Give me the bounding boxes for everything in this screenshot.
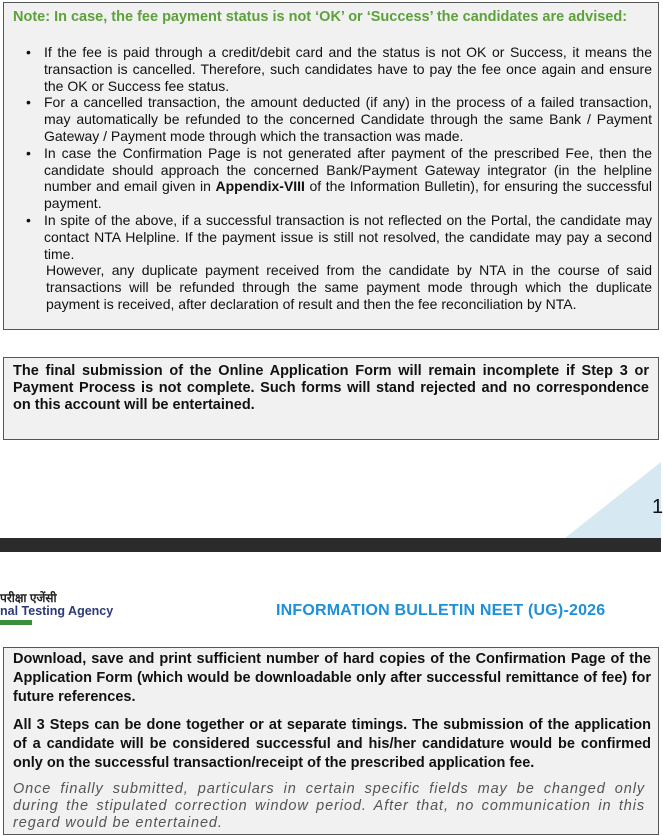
page-corner-decoration	[565, 462, 661, 538]
bullet-text	[44, 145, 652, 211]
page-number: 1	[652, 496, 663, 518]
instruction-paragraph-2: All 3 Steps can be done together or at separate timings. The submission of the application of a candidate will be considered successful and his/her candidature would be confirmed only on the successful transaction/receipt of the prescribed application fee.	[13, 717, 651, 771]
bullet-icon: •	[26, 211, 31, 228]
instruction-paragraph-1: Download, save and print sufficient number of hard copies of the Confirmation Page of the Application Form (which would be downloadable only after successful remittance of fee) for future references.	[13, 651, 651, 705]
bullet-icon: •	[26, 94, 31, 111]
bullet-icon: •	[26, 144, 31, 161]
instruction-paragraph-3: Once finally submitted, particulars in certain specific fields may be changed only during the stipulated correction window period. After that, no communication in this regard would be entertained.	[13, 781, 645, 831]
appendix-reference: Appendix-VIII	[215, 178, 305, 195]
bullet-icon: •	[26, 44, 31, 60]
bullet-text: If the fee is paid through a credit/debit card and the status is not OK or Success, it means the transaction is cancelled. Therefore, such candidates have to pay the fee once again and ensure the OK or Success fee status.	[44, 44, 652, 94]
list-item	[26, 145, 652, 212]
fee-status-note-box	[3, 2, 659, 330]
nta-logo-english: nal Testing Agency	[0, 604, 114, 618]
bullet-text-part: of the Information Bulletin), for ensuring the successful payment.	[44, 178, 652, 212]
list-item	[26, 212, 652, 313]
bulletin-title: INFORMATION BULLETIN NEET (UG)-2026	[276, 602, 606, 619]
bullet-text: In spite of the above, if a successful transaction is not reflected on the Portal, the candidate may contact NTA Helpline. If the payment issue is still not resolved, the candidate may pay a second time.	[44, 211, 652, 262]
note-title: Note: In case, the fee payment status is not ‘OK’ or ‘Success’ the candidates are advised:	[13, 9, 628, 25]
bullet-text: For a cancelled transaction, the amount deducted (if any) in the process of a failed transaction, may automatically be refunded to the concerned Candidate through the same Bank / Payment Gateway / Payment mode through which the transaction was made.	[44, 94, 652, 144]
bullet-text-part: In case the Confirmation Page is not generated after payment of the prescribed Fee, then the candidate should approach the concerned Bank/Payment Gateway integrator (in the helpline number and email given in	[44, 144, 652, 195]
final-submission-box	[3, 357, 659, 440]
bullet-extra-text: However, any duplicate payment received from the candidate by NTA in the course of said transactions will be refunded through the same payment mode through which the duplicate payment is received, after declaration of result and then the fee reconciliation by NTA.	[46, 262, 652, 312]
list-item	[26, 44, 652, 94]
note-bullet-list	[26, 44, 652, 313]
page-divider	[0, 538, 661, 552]
nta-logo-hindi: परीक्षा एजेंसी	[0, 591, 57, 605]
final-submission-text: The final submission of the Online Application Form will remain incomplete if Step 3 or Payment Process is not complete. Such forms will stand rejected and no correspondence on this account will be entertained.	[13, 363, 649, 413]
list-item	[26, 94, 652, 144]
logo-strip-icon	[0, 620, 32, 625]
instructions-box	[3, 647, 659, 835]
